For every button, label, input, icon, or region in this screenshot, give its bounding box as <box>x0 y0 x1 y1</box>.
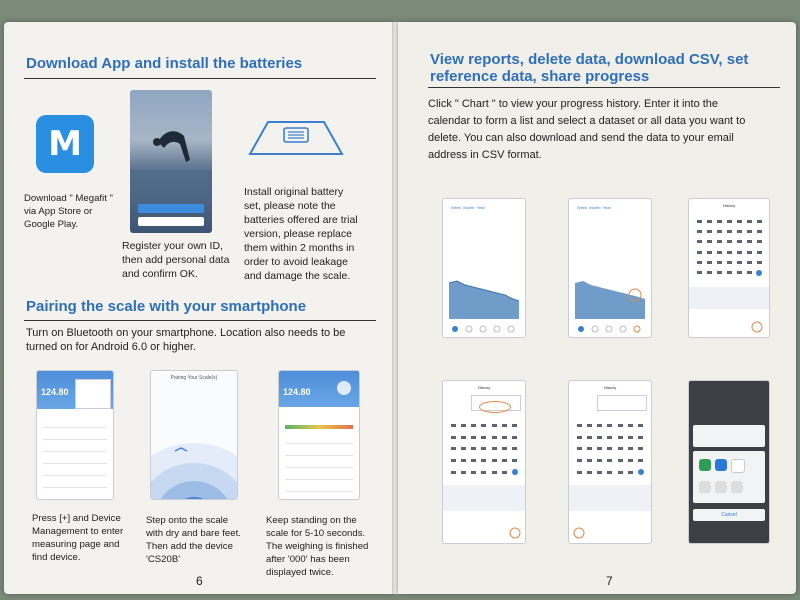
more-icon <box>731 481 743 493</box>
list-divider <box>285 491 353 492</box>
title-line: View reports, delete data, download CSV, set <box>430 51 749 68</box>
list-divider <box>43 463 107 464</box>
step3-instructions <box>266 514 368 579</box>
pairing-intro <box>26 326 345 354</box>
reports-body <box>428 96 745 164</box>
mail-icon <box>715 459 727 471</box>
battery-line: them within 2 months in <box>244 242 355 254</box>
tab-week: Week <box>451 205 462 210</box>
tab-week: Week <box>577 205 588 210</box>
step1-line: Press [+] and Device <box>32 513 121 524</box>
step1-instructions <box>32 512 123 564</box>
calendar-grid <box>575 421 645 477</box>
notes-icon <box>731 459 745 473</box>
chart-screen-highlight <box>568 198 652 338</box>
battery-line: batteries offered are trial <box>244 214 358 226</box>
pairing-title: Pairing Your Scale(s) <box>170 375 218 381</box>
weight-readout: 124.80 <box>41 387 69 397</box>
register-line: and confirm OK. <box>122 268 198 280</box>
section-title-pairing: Pairing the scale with your smartphone <box>26 298 307 315</box>
copy-icon <box>699 481 711 493</box>
calendar-grid <box>449 421 519 477</box>
register-instructions <box>122 239 229 281</box>
step1-line: find device. <box>32 552 81 563</box>
step3-line: after '000' has been <box>266 554 350 565</box>
battery-line: version, please replace <box>244 228 352 240</box>
weight-area-chart <box>569 199 651 337</box>
step2-instructions <box>146 514 241 566</box>
list-divider <box>43 475 107 476</box>
body-line: address in CSV format. <box>428 149 542 161</box>
messages-icon <box>699 459 711 471</box>
tab-month: Month <box>589 205 601 210</box>
history-select-screen <box>442 380 526 544</box>
step2-line: Then add the device <box>146 541 233 552</box>
register-line: Register your own ID, <box>122 240 223 252</box>
step3-line: The weighing is finished <box>266 541 369 552</box>
body-line: delete. You can also download and send the data to your email <box>428 132 734 144</box>
battery-line: Install original battery <box>244 186 344 198</box>
yoga-silhouette-icon <box>130 90 212 200</box>
right-page <box>398 22 796 594</box>
history-title: History <box>477 385 491 390</box>
body-line: Click " Chart " to view your progress history. Enter it into the <box>428 98 719 110</box>
heading-rule <box>24 320 376 321</box>
history-delete-screen <box>568 380 652 544</box>
list-divider <box>285 479 353 480</box>
battery-line: order to avoid leakage <box>244 256 348 268</box>
page-number: 6 <box>196 574 203 588</box>
pairing-intro-line: Turn on Bluetooth on your smartphone. Location also needs to be <box>26 327 346 339</box>
history-title: History <box>603 385 617 390</box>
step2-line: 'CS20B' <box>146 554 181 565</box>
save-icon <box>715 481 727 493</box>
summary-row <box>569 485 651 511</box>
step2-line: with dry and bare feet. <box>146 528 241 539</box>
step1-line: Management to enter <box>32 526 124 537</box>
bottom-bar <box>569 523 651 543</box>
section-title-reports <box>430 51 748 85</box>
step1-line: measuring page and <box>32 539 120 550</box>
weighing-screen <box>278 370 360 500</box>
step3-line: displayed twice. <box>266 567 334 578</box>
step3-line: scale for 5-10 seconds. <box>266 528 366 539</box>
weight-readout: 124.80 <box>283 387 311 397</box>
battery-line: set, please note the <box>244 200 336 212</box>
left-page <box>4 22 394 594</box>
pairing-screen <box>150 370 238 500</box>
heading-rule <box>24 78 376 79</box>
heading-rule <box>428 87 780 88</box>
download-line: Download " Megafit " <box>24 193 113 204</box>
list-divider <box>285 455 353 456</box>
step3-line: Keep standing on the <box>266 515 357 526</box>
bottom-bar <box>443 523 525 543</box>
highlight-ring <box>479 401 511 413</box>
cancel-button: Cancel <box>693 509 765 521</box>
list-divider <box>43 451 107 452</box>
title-line: reference data, share progress <box>430 68 650 85</box>
calendar-screen <box>688 198 770 338</box>
register-line: then add personal data <box>122 254 230 266</box>
popup-menu <box>75 379 111 409</box>
history-title: History <box>722 203 736 208</box>
chart-screen-week <box>442 198 526 338</box>
download-line: Google Play. <box>24 219 79 230</box>
app-icon-letter: M <box>48 124 82 164</box>
battery-instructions <box>244 185 358 283</box>
share-apps-panel <box>693 451 765 503</box>
page-number: 7 <box>606 574 613 588</box>
battery-line: and damage the scale. <box>244 270 351 282</box>
sign-up-button <box>138 217 204 226</box>
download-instructions <box>24 192 113 231</box>
section-title-download: Download App and install the batteries <box>26 55 303 72</box>
bluetooth-pulse-icon <box>151 371 237 499</box>
tab-year: Year <box>476 205 485 210</box>
step2-line: Step onto the scale <box>146 515 229 526</box>
summary-row <box>689 287 769 309</box>
battery-compartment-icon <box>244 118 348 158</box>
list-divider <box>285 443 353 444</box>
bottom-bar <box>689 317 769 337</box>
pairing-intro-line: turned on for Android 6.0 or higher. <box>26 341 197 353</box>
tab-year: Year <box>602 205 611 210</box>
download-line: via App Store or <box>24 206 93 217</box>
megafit-app-icon <box>36 115 94 173</box>
device-management-screen <box>36 370 114 500</box>
list-divider <box>43 427 107 428</box>
tab-month: Month <box>463 205 475 210</box>
context-popup <box>597 395 647 411</box>
sign-in-button <box>138 204 204 213</box>
list-divider <box>43 487 107 488</box>
weight-area-chart <box>443 199 525 337</box>
bmi-gauge <box>285 425 353 429</box>
share-preview <box>693 425 765 447</box>
share-sheet-screen <box>688 380 770 544</box>
register-screen-photo <box>130 90 212 233</box>
body-line: calendar to form a list and select a dataset or all data you want to <box>428 115 746 127</box>
summary-row <box>443 485 525 511</box>
calendar-grid <box>695 217 763 277</box>
list-divider <box>43 439 107 440</box>
avatar <box>337 381 351 395</box>
list-divider <box>285 467 353 468</box>
